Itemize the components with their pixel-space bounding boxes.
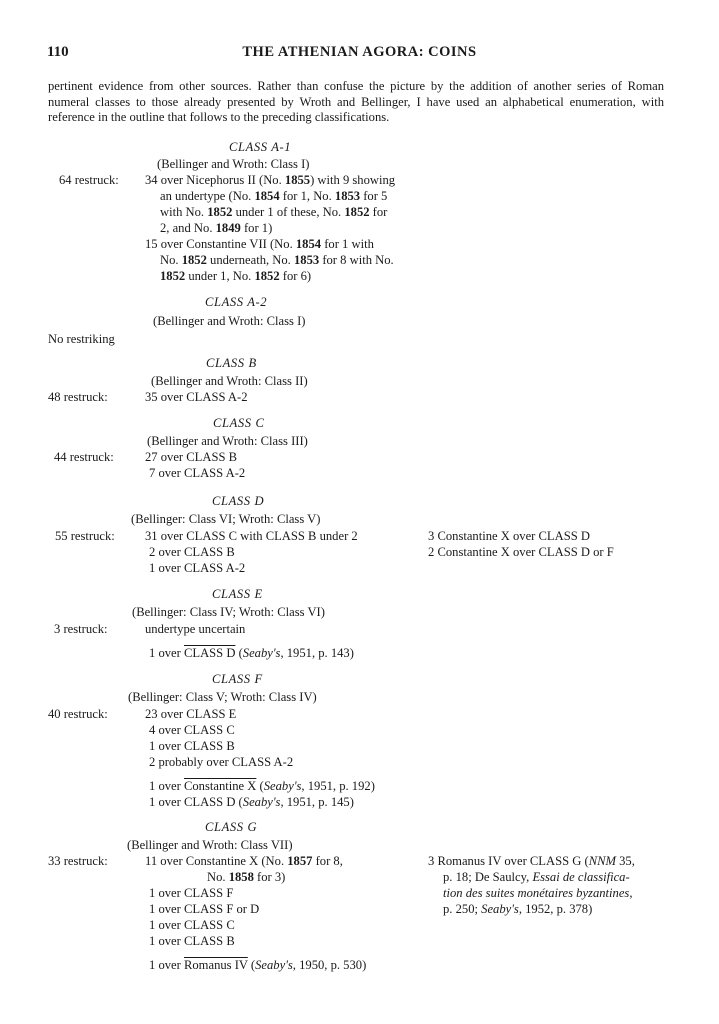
class-g-extra-line: 1 over Romanus IV (Seaby's, 1950, p. 530): [149, 958, 367, 972]
class-g-line: No. 1858 for 3): [207, 870, 286, 884]
class-a1-line: 34 over Nicephorus II (No. 1855) with 9 showing: [145, 173, 396, 187]
class-g-line: 1 over CLASS B: [149, 934, 235, 948]
class-e-restruck: 3 restruck:: [54, 622, 108, 636]
class-g-right-note: tion des suites monétaires byzantines,: [443, 886, 633, 900]
class-f-line: 4 over CLASS C: [149, 723, 235, 737]
class-g-line: 1 over CLASS F: [149, 886, 234, 900]
class-a2-note: No restriking: [48, 332, 115, 346]
running-title: THE ATHENIAN AGORA: COINS: [242, 44, 477, 60]
class-b-reference: (Bellinger and Wroth: Class II): [151, 374, 308, 388]
class-b-title: CLASS B: [206, 356, 257, 370]
class-c-line: 27 over CLASS B: [145, 450, 238, 464]
class-f-line: 2 probably over CLASS A-2: [149, 755, 294, 769]
class-f-reference: (Bellinger: Class V; Wroth: Class IV): [128, 690, 317, 704]
class-g-reference: (Bellinger and Wroth: Class VII): [127, 838, 293, 852]
class-c-restruck: 44 restruck:: [54, 450, 114, 464]
class-f-title: CLASS F: [212, 672, 263, 686]
class-d-line: 1 over CLASS A-2: [149, 561, 246, 575]
class-f-restruck: 40 restruck:: [48, 707, 108, 721]
class-a1-line: No. 1852 underneath, No. 1853 for 8 with No.: [160, 253, 394, 267]
class-c-line: 7 over CLASS A-2: [149, 466, 246, 480]
class-f-line: 23 over CLASS E: [145, 707, 237, 721]
class-g-title: CLASS G: [205, 820, 258, 834]
class-f-line: 1 over CLASS B: [149, 739, 235, 753]
class-d-restruck: 55 restruck:: [55, 529, 115, 543]
class-e-reference: (Bellinger: Class IV; Wroth: Class VI): [132, 605, 325, 619]
page-number: 110: [47, 44, 69, 60]
class-g-line: 11 over Constantine X (No. 1857 for 8,: [145, 854, 343, 868]
class-d-title: CLASS D: [212, 494, 265, 508]
class-a1-line: 15 over Constantine VII (No. 1854 for 1 with: [145, 237, 374, 251]
class-a1-title: CLASS A-1: [229, 140, 292, 154]
class-d-reference: (Bellinger: Class VI; Wroth: Class V): [131, 512, 321, 526]
class-a1-restruck: 64 restruck:: [59, 173, 119, 187]
class-b-restruck: 48 restruck:: [48, 390, 108, 404]
class-g-right-note: p. 250; Seaby's, 1952, p. 378): [443, 902, 593, 916]
class-d-line: 31 over CLASS C with CLASS B under 2: [145, 529, 358, 543]
class-d-right-note: 3 Constantine X over CLASS D: [428, 529, 590, 543]
class-e-title: CLASS E: [212, 587, 263, 601]
class-a2-title: CLASS A-2: [205, 295, 268, 309]
class-g-restruck: 33 restruck:: [48, 854, 108, 868]
class-c-reference: (Bellinger and Wroth: Class III): [147, 434, 308, 448]
class-a1-line: an undertype (No. 1854 for 1, No. 1853 for 5: [160, 189, 388, 203]
class-f-extra-line: 1 over CLASS D (Seaby's, 1951, p. 145): [149, 795, 354, 809]
class-g-line: 1 over CLASS F or D: [149, 902, 260, 916]
class-a1-reference: (Bellinger and Wroth: Class I): [157, 157, 310, 171]
class-d-line: 2 over CLASS B: [149, 545, 235, 559]
class-e-extra-line: 1 over CLASS D (Seaby's, 1951, p. 143): [149, 646, 354, 660]
class-g-right-note: 3 Romanus IV over CLASS G (NNM 35,: [428, 854, 635, 868]
class-g-right-note: p. 18; De Saulcy, Essai de classifica-: [443, 870, 630, 884]
class-c-title: CLASS C: [213, 416, 265, 430]
class-e-line: undertype uncertain: [145, 622, 246, 636]
class-a2-reference: (Bellinger and Wroth: Class I): [153, 314, 306, 328]
class-d-right-note: 2 Constantine X over CLASS D or F: [428, 545, 614, 559]
intro-paragraph: pertinent evidence from other sources. Rather than confuse the picture by the addition of another series of Roman numeral classes to those already presented by Wroth and Bellinger, I have used an alphabetical enumeration, with reference in the outline that follows to the preceding classifications.: [48, 79, 664, 124]
class-a1-line: 2, and No. 1849 for 1): [160, 221, 273, 235]
class-f-extra-line: 1 over Constantine X (Seaby's, 1951, p. 192): [149, 779, 375, 793]
class-b-line: 35 over CLASS A-2: [145, 390, 248, 404]
class-a1-line: 1852 under 1, No. 1852 for 6): [160, 269, 312, 283]
class-g-line: 1 over CLASS C: [149, 918, 235, 932]
class-a1-line: with No. 1852 under 1 of these, No. 1852 for: [160, 205, 388, 219]
